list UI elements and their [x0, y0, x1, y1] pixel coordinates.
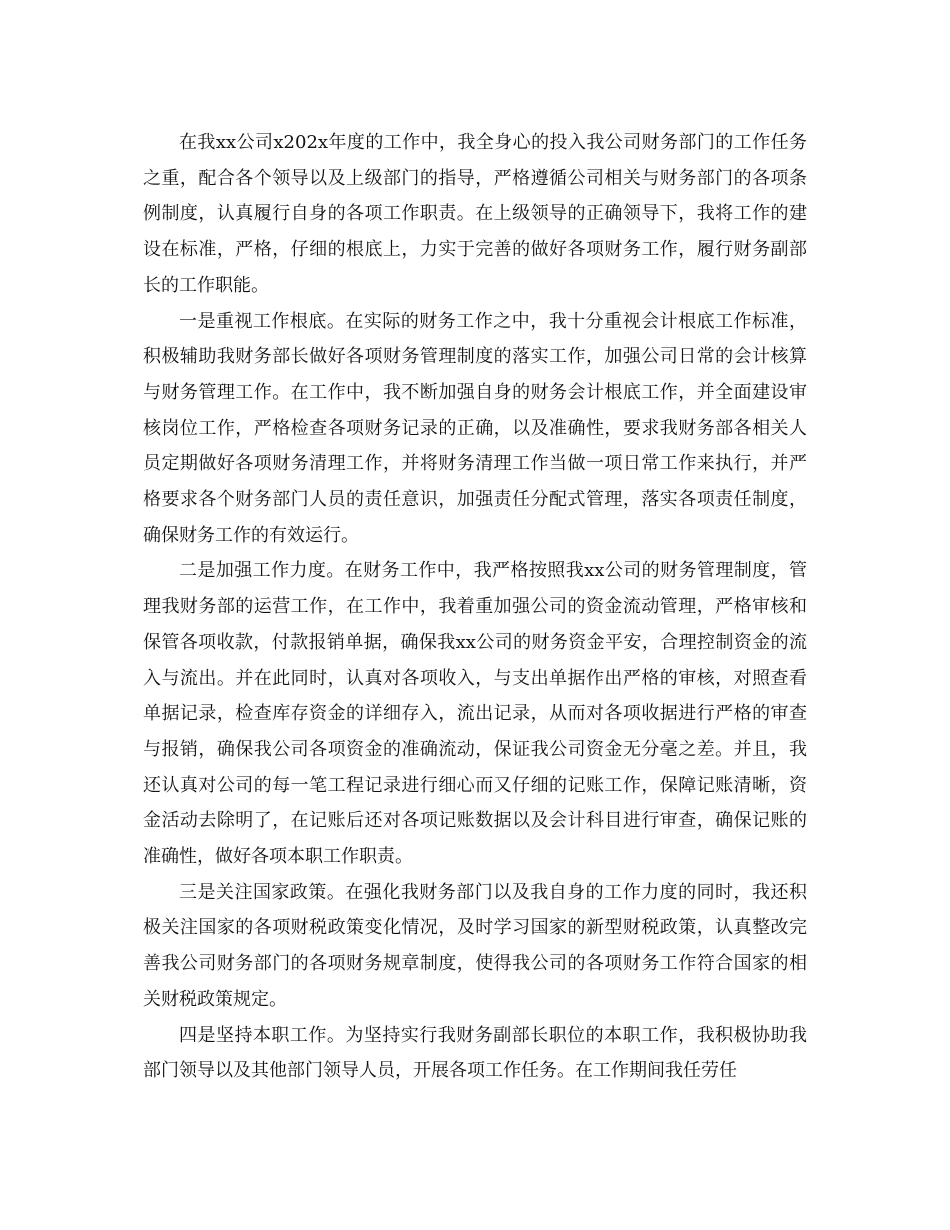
paragraph-intro: 在我xx公司x202x年度的工作中，我全身心的投入我公司财务部门的工作任务之重，配合各个领导以及上级部门的指导，严格遵循公司相关与财务部门的各项条例制度，认真履行自身的各项工作职责。在上级领导的正确领导下，我将工作的建设在标准，严格，仔细的根底上，力实于完善的做好各项财务工作，履行财务副部长的工作职能。: [143, 132, 807, 296]
paragraph-point-four: 四是坚持本职工作。为坚持实行我财务副部长职位的本职工作，我积极协助我部门领导以及其他部门领导人员，开展各项工作任务。在工作期间我任劳任: [143, 1024, 807, 1082]
paragraph-point-three: 三是关注国家政策。在强化我财务部门以及我自身的工作力度的同时，我还积极关注国家的各项财税政策变化情况，及时学习国家的新型财税政策，认真整改完善我公司财务部门的各项财务规章制度，使得我公司的各项财务工作符合国家的相关财税政策规定。: [143, 881, 807, 1010]
document-body: [143, 125, 807, 1089]
paragraph-point-one: 一是重视工作根底。在实际的财务工作之中，我十分重视会计根底工作标准，积极辅助我财务部长做好各项财务管理制度的落实工作，加强公司日常的会计核算与财务管理工作。在工作中，我不断加强自身的财务会计根底工作，并全面建设审核岗位工作，严格检查各项财务记录的正确，以及准确性，要求我财务部各相关人员定期做好各项财务清理工作，并将财务清理工作当做一项日常工作来执行，并严格要求各个财务部门人员的责任意识，加强责任分配式管理，落实各项责任制度，确保财务工作的有效运行。: [143, 310, 807, 546]
paragraph-point-two: 二是加强工作力度。在财务工作中，我严格按照我xx公司的财务管理制度，管理我财务部的运营工作，在工作中，我着重加强公司的资金流动管理，严格审核和保管各项收款，付款报销单据，确保我xx公司的财务资金平安，合理控制资金的流入与流出。并在此同时，认真对各项收入，与支出单据作出严格的审核，对照查看单据记录，检查库存资金的详细存入，流出记录，从而对各项收据进行严格的审查与报销，确保我公司各项资金的准确流动，保证我公司资金无分毫之差。并且，我还认真对公司的每一笔工程记录进行细心而又仔细的记账工作，保障记账清晰，资金活动去除明了，在记账后还对各项记账数据以及会计科目进行审查，确保记账的准确性，做好各项本职工作职责。: [143, 560, 807, 868]
